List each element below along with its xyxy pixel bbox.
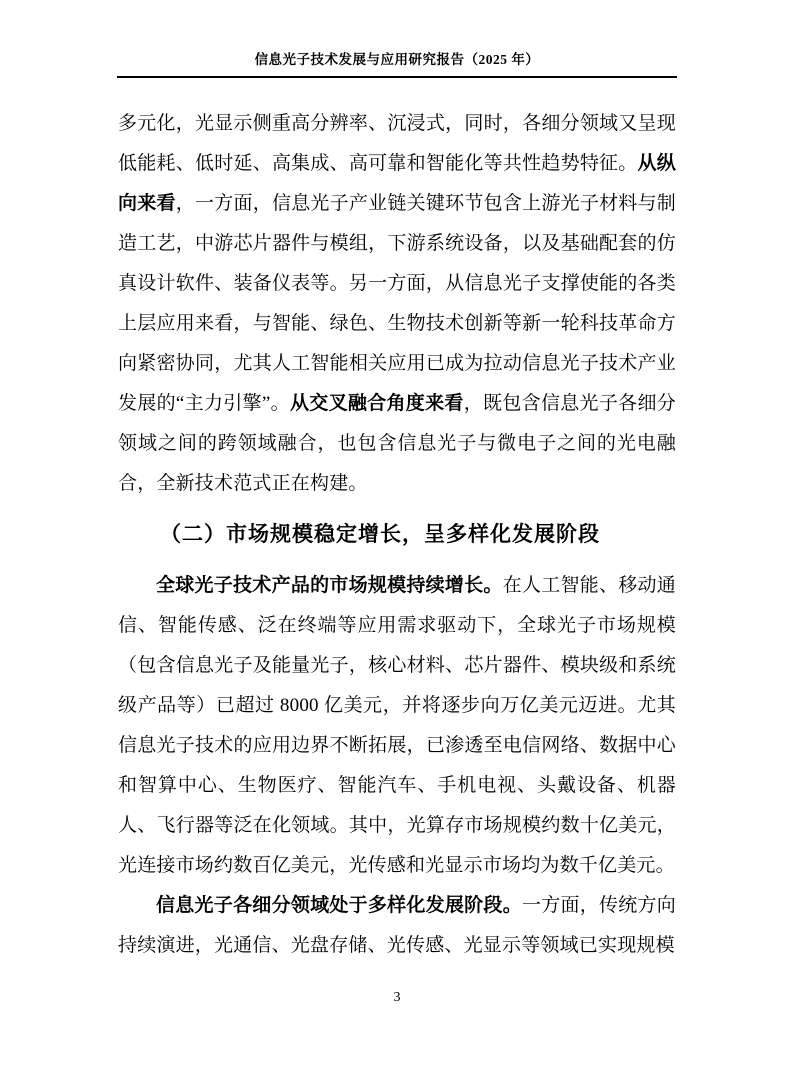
paragraph (118, 104, 676, 504)
text-run: ，一方面，信息光子产业链关键环节包含上游光子材料与制造工艺，中游芯片器件与模组，下游系统设备，以及基础配套的仿真设计软件、装备仪表等。另一方面，从信息光子支撑使能的各类上层应用来看，与智能、绿色、生物技术创新等新一轮科技革命方向紧密协同，尤其人工智能相关应用已成为拉动信息光子技术产业发展的“主力引擎”。 (118, 193, 676, 414)
text-run: 一方面，传统方向持续演进，光通信、光盘存储、光传感、光显示等领域已实现规模 (118, 895, 676, 956)
text-run: 信息光子各细分领域处于多样化发展阶段。 (156, 895, 522, 916)
text-run: 从交叉融合角度来看 (289, 393, 464, 414)
page-header (117, 48, 677, 78)
paragraph (118, 886, 676, 966)
section-heading: （二）市场规模稳定增长，呈多样化发展阶段 (160, 522, 600, 546)
page-number: 3 (393, 990, 401, 1005)
text-run: 全球光子技术产品的市场规模持续增长。 (156, 575, 503, 596)
text-run: 多元化，光显示侧重高分辨率、沉浸式，同时，各细分领域又呈现低能耗、低时延、高集成、高可靠和智能化等共性趋势特征。 (118, 113, 676, 174)
text-run: 在人工智能、移动通信、智能传感、泛在终端等应用需求驱动下，全球光子市场规模（包含信息光子及能量光子，核心材料、芯片器件、模块级和系统级产品等）已超过 8000 亿美元，并将逐步向万亿美元迈进。尤其信息光子技术的应用边界不断拓展，已渗透至电信网络、数据中心和智算中心、生物医疗、智能汽车、手机电视、头戴设备、机器人、飞行器等泛在化领域。其中，光算存市场规模约数十亿美元，光连接市场约数百亿美元，光传感和光显示市场均为数千亿美元。 (118, 575, 676, 876)
text-run: 从纵向来看 (118, 153, 676, 214)
document-title: 信息光子技术发展与应用研究报告（2025 年） (254, 52, 540, 67)
paragraph (118, 566, 676, 886)
page-footer (0, 990, 794, 1006)
text-run: ，既包含信息光子各细分领域之间的跨领域融合，也包含信息光子与微电子之间的光电融合，全新技术范式正在构建。 (118, 393, 676, 494)
document-body (118, 104, 676, 966)
